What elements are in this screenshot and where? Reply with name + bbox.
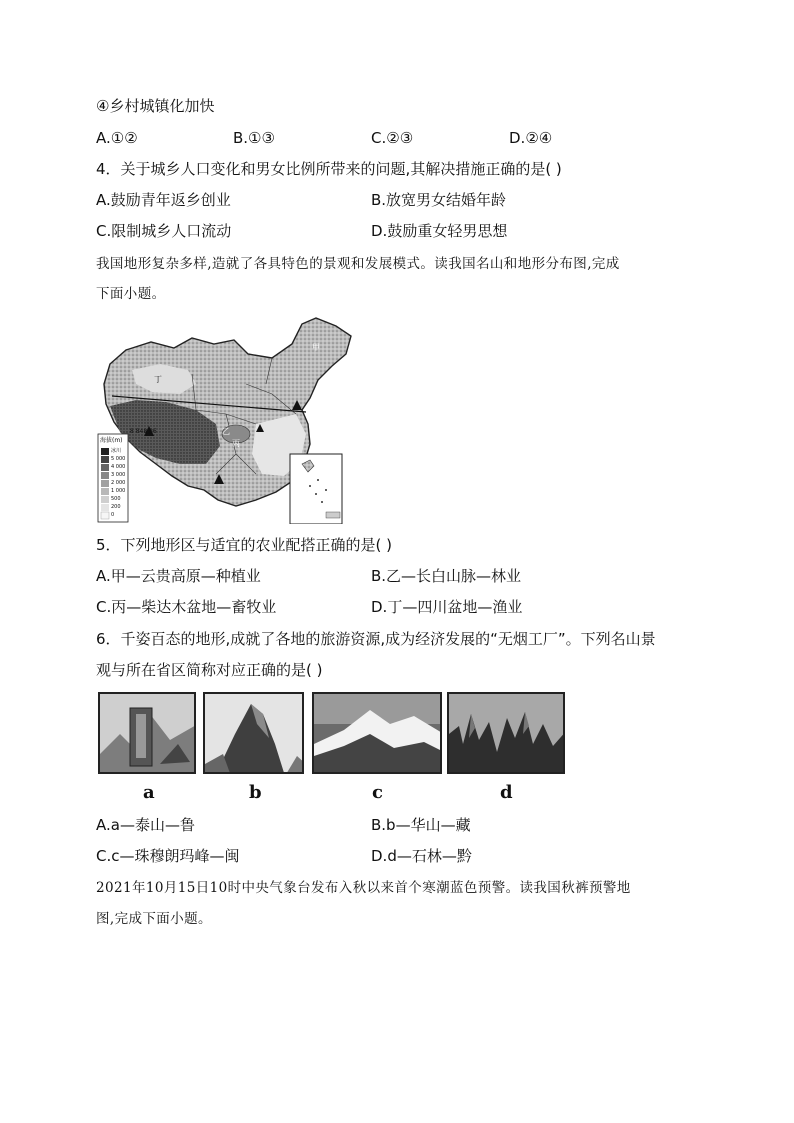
- q6-option-d[interactable]: D.d—石林—黔: [371, 847, 472, 865]
- legend-item: 200: [111, 504, 121, 510]
- q5-option-a[interactable]: A.甲—云贵高原—种植业: [96, 567, 261, 585]
- q3-option-d[interactable]: D.②④: [509, 129, 553, 147]
- q5-stem: 5．下列地形区与适宜的农业配搭正确的是( ): [96, 536, 393, 554]
- q3-option-a[interactable]: A.①②: [96, 129, 138, 147]
- q3-item-4: ④乡村城镇化加快: [96, 97, 215, 115]
- q6-option-c[interactable]: C.c—珠穆朗玛峰—闽: [96, 847, 240, 865]
- legend-item: 冰川: [111, 448, 122, 454]
- photo-label-b: b: [249, 782, 262, 803]
- photo-label-d: d: [500, 782, 513, 803]
- q3-option-c[interactable]: C.②③: [371, 129, 414, 147]
- map-legend-title: 海拔(m): [100, 437, 123, 444]
- q5-option-c[interactable]: C.丙—柴达木盆地—畜牧业: [96, 598, 277, 616]
- intro-2-line-2: 图,完成下面小题。: [96, 911, 212, 927]
- map-label-jia: 甲: [312, 343, 320, 352]
- photo-c-everest-image: [312, 692, 442, 774]
- q5-option-d[interactable]: D.丁—四川盆地—渔业: [371, 598, 523, 616]
- q5-option-b[interactable]: B.乙—长白山脉—林业: [371, 567, 522, 585]
- legend-item: 4 000: [111, 464, 126, 470]
- legend-item: 3 000: [111, 472, 126, 478]
- intro-1-line-2: 下面小题。: [96, 286, 166, 302]
- map-label-ding: 丁: [154, 375, 162, 384]
- map-label-bing: 丙: [232, 439, 240, 448]
- q6-option-a[interactable]: A.a—泰山—鲁: [96, 816, 195, 834]
- legend-item: 1 000: [111, 488, 126, 494]
- q4-option-b[interactable]: B.放宽男女结婚年龄: [371, 191, 507, 209]
- intro-2-line-1: 2021年10月15日10时中央气象台发布入秋以来首个寒潮蓝色预警。读我国秋裤预警地: [96, 880, 631, 896]
- map-legend-items: [111, 447, 125, 519]
- photo-label-a: a: [143, 782, 155, 803]
- legend-item: 2 000: [111, 480, 126, 486]
- map-label-yi: 乙: [222, 427, 230, 436]
- intro-1-line-1: 我国地形复杂多样,造就了各具特色的景观和发展模式。读我国名山和地形分布图,完成: [96, 256, 620, 272]
- q4-stem: 4．关于城乡人口变化和男女比例所带来的问题,其解决措施正确的是( ): [96, 160, 562, 178]
- q6-option-b[interactable]: B.b—华山—藏: [371, 816, 471, 834]
- q3-option-b[interactable]: B.①③: [233, 129, 275, 147]
- q4-option-a[interactable]: A.鼓励青年返乡创业: [96, 191, 231, 209]
- q6-stem-line-2: 观与所在省区简称对应正确的是( ): [96, 661, 323, 679]
- legend-item: 5 000: [111, 456, 126, 462]
- q4-option-c[interactable]: C.限制城乡人口流动: [96, 222, 232, 240]
- legend-item: 0: [111, 512, 115, 518]
- photo-label-c: c: [372, 782, 383, 803]
- china-terrain-map: [96, 314, 358, 524]
- q4-option-d[interactable]: D.鼓励重女轻男思想: [371, 222, 508, 240]
- photo-a-taishan-image: [98, 692, 196, 774]
- map-label-everest: 8 848.86: [130, 428, 157, 435]
- photo-b-huashan-image: [203, 692, 304, 774]
- q6-stem-line-1: 6．千姿百态的地形,成就了各地的旅游资源,成为经济发展的“无烟工厂”。下列名山景: [96, 630, 656, 648]
- legend-item: 500: [111, 496, 121, 502]
- photo-d-stone-forest-image: [447, 692, 565, 774]
